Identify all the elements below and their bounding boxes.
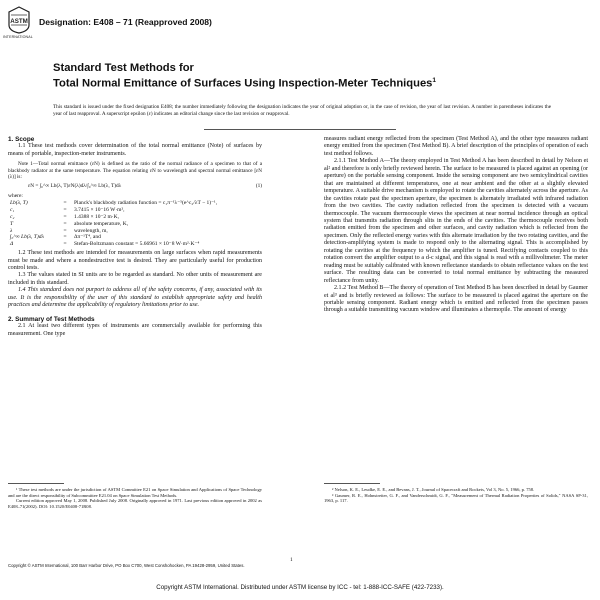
- definition-row: [8, 214, 217, 221]
- paragraph-1-2: 1.2 These test methods are intended for measurements on large surfaces when rapid measurements must be made and where a nondestructive test is desired. They are particularly useful for production control tests.: [8, 250, 262, 271]
- equals-sign: =: [63, 227, 67, 234]
- document-title: [53, 62, 553, 90]
- left-column: [8, 136, 262, 338]
- equation-1: [28, 183, 262, 190]
- definition-row: [8, 207, 217, 214]
- title-line-2: Total Normal Emittance of Surfaces Using Inspection-Meter Techniques: [53, 77, 433, 90]
- title-line-1: Standard Test Methods for: [53, 62, 194, 74]
- paragraph-1-3: 1.3 The values stated in SI units are to be regarded as standard. No other units of measurement are included in this standard.: [8, 272, 262, 286]
- definition-row: [8, 200, 217, 207]
- footnote-rule-left: [8, 483, 64, 484]
- copyright-notice: Copyright © ASTM International, 100 Barr Harbor Drive, PO Box C700, West Conshohocken, PA 19428-2959, United States.: [8, 563, 245, 568]
- equals-sign: =: [63, 213, 67, 220]
- svg-text:ASTM: ASTM: [10, 18, 28, 25]
- logo-label: INTERNATIONAL: [3, 35, 33, 39]
- equals-sign: =: [63, 200, 67, 207]
- footnotes-left: [8, 487, 262, 509]
- equals-sign: =: [63, 241, 67, 248]
- equation-text: εN = ∫₀^∞ Lb(λ, T)εN(λ)dλ/∫₀^∞ Lb(λ, T)dλ: [28, 182, 122, 189]
- note-1: Note 1—Total normal emittance (εN) is defined as the ratio of the normal radiance of a specimen to that of a blackbody radiator at the same temperature. The equation relating εN to wavelength and spectral normal emittance [εN (λ)] is:: [8, 161, 262, 181]
- equals-sign: =: [63, 207, 67, 213]
- definition-value: 1.4388 × 10⁻2 m·K,: [74, 213, 119, 220]
- definition-row: [8, 241, 217, 248]
- definition-symbol: Δ: [10, 241, 14, 248]
- paragraph-1-4: 1.4 This standard does not purport to address all of the safety concerns, if any, associated with its use. It is the responsibility of the user of this standard to establish appropriate safety and health practices and determine the applicability of regulatory limitations prior to use.: [8, 287, 262, 309]
- designation: Designation: E408 – 71 (Reapproved 2008): [39, 17, 212, 27]
- definition-symbol: c₁: [10, 207, 15, 213]
- definition-symbol: ∫₀^∞ Lb(λ, T)dλ: [10, 234, 44, 241]
- definition-symbol: c₂: [10, 213, 15, 220]
- equation-number: (1): [255, 182, 262, 189]
- license-line: Copyright ASTM International. Distributed under ASTM license by ICC - tel: 1-888-ICC-SAFE (422-7233).: [156, 584, 444, 591]
- footnote-rule-right: [324, 483, 380, 484]
- paragraph-2-1: 2.1 At least two different types of instruments are commercially available for performing this measurement. One type: [8, 323, 262, 337]
- definition-symbol: λ: [10, 227, 13, 234]
- section-heading-summary: 2. Summary of Test Methods: [8, 315, 95, 323]
- paragraph-1-1: 1.1 These test methods cover determination of the total normal emittance (Note) of surfaces by means of portable, inspection-meter instruments.: [8, 143, 262, 157]
- definition-value: Δπ⁻¹T⁴, and: [74, 234, 101, 241]
- where-label: where:: [8, 193, 23, 200]
- footnote-2: ² Nelson, K. E., Leudke, E. E., and Bevans, J. T., Journal of Spacecraft and Rockets, Vol 3, No. 5, 1966, p. 758.: [332, 487, 535, 492]
- equals-sign: =: [63, 220, 67, 227]
- section-heading-scope: 1. Scope: [8, 136, 35, 143]
- paragraph-2-1-continued: measures radiant energy reflected from the specimen (Test Method A), and the other type measures radiant energy emitted from the specimen (Test Method B). A brief description of the principles of operation of each test method follows.: [324, 136, 588, 157]
- title-footnote-mark: 1: [432, 76, 437, 84]
- definition-value: wavelength, m,: [74, 227, 108, 234]
- astm-logo: [8, 6, 30, 34]
- footnote-1: ¹ These test methods are under the jurisdiction of ASTM Committee E21 on Space Simulation and Applications of Space Technology and are the direct responsibility of Subcommittee E21.04 on Space Simulation Test Methods.: [8, 487, 262, 498]
- footnote-1-edition: Current edition approved May 1, 2008. Published July 2008. Originally approved in 1971. Last previous edition approved in 2002 as E408–71(2002). DOI: 10.1520/E0408-71R08.: [8, 498, 262, 509]
- page-number: 1: [290, 557, 293, 563]
- variable-definitions: [8, 200, 217, 248]
- equals-sign: =: [63, 234, 67, 241]
- paragraph-2-1-2: 2.1.2 Test Method B—The theory of operation of Test Method B has been described in detail by Gaumer et al³ and is briefly reviewed as follows: The surface to be measured is placed against the aperture on the portable sensing component. Radiant energy which is emitted and reflected from the specimen passes through a suitable transmitting vacuum window and illuminates a thermopile. The amount of energy: [324, 285, 588, 314]
- definition-value: Stefan-Boltzmann constant = 5.66961 × 10⁻8 W·m²·K⁻⁴: [74, 241, 200, 248]
- definition-value: Planck's blackbody radiation function = c₁π⁻¹λ⁻⁵(e^c₂/λT − 1)⁻¹,: [74, 200, 218, 207]
- footnote-3: ³ Gaumer, R. E., Hohnstreiter, G. F., and Vanderschmidt, G. F., "Measurement of Thermal Radiation Properties of Solids," NASA SP-31, 1963, p. 117.: [324, 492, 588, 504]
- definition-symbol: Lb(λ, T): [10, 200, 28, 207]
- paragraph-2-1-1: 2.1.1 Test Method A—The theory employed in Test Method A has been described in detail by Nelson et al² and therefore is only briefly reviewed herein. The surface to be measured is placed against an opening (or aperture) on the portable sensing component. Inside the sensing component are two semicylindrical cavities that are maintained at different temperatures, one at near ambient and the other at a slightly elevated temperature. A suitable drive mechanism is employed to rotate the cavities alternately across the aperture. As the cavities rotate past the specimen aperture, the specimen is alternately irradiated with infrared radiation from the two cavities. The cavity radiation reflected from the specimen is detected with a vacuum thermocouple. The vacuum thermocouple views the specimen at near normal incidence through an optical system that transmits radiation through slits in the ends of the cavities. The thermocouple receives both radiation emitted from the specimen and other surfaces, and cavity radiation which is reflected from the specimen. Only the reflected energy varies with this alternate irradiation by the two rotating cavities, and the detection-amplifying system is made to respond only to the alternating signal. This is accomplished by rotating the cavities at the frequency to which the amplifier is tuned. Rectifying contacts coupled to this rotation convert the amplifier output to a d-c signal, and this signal is read with a millivoltmeter. The meter reading must be suitably calibrated with known reflectance standards to obtain reflectance values on the test surface. The resulting data can be converted to total normal emittance by subtracting the measured reflectance from unity.: [324, 158, 588, 284]
- definition-value: 3.7415 × 10⁻16 W·m²,: [74, 207, 125, 213]
- issuance-note: This standard is issued under the fixed designation E408; the number immediately following the designation indicates the year of original adoption or, in the case of revision, the year of last revision. A number in parentheses indicates the year of last reapproval. A superscript epsilon (ε) indicates an editorial change since the last revision or reapproval.: [53, 104, 551, 117]
- footnotes-right: [324, 487, 588, 504]
- definition-value: absolute temperature, K,: [74, 220, 129, 227]
- definition-row: [8, 221, 217, 228]
- definition-symbol: T: [10, 220, 14, 227]
- right-column: [324, 136, 588, 315]
- intro-rule: [204, 129, 396, 130]
